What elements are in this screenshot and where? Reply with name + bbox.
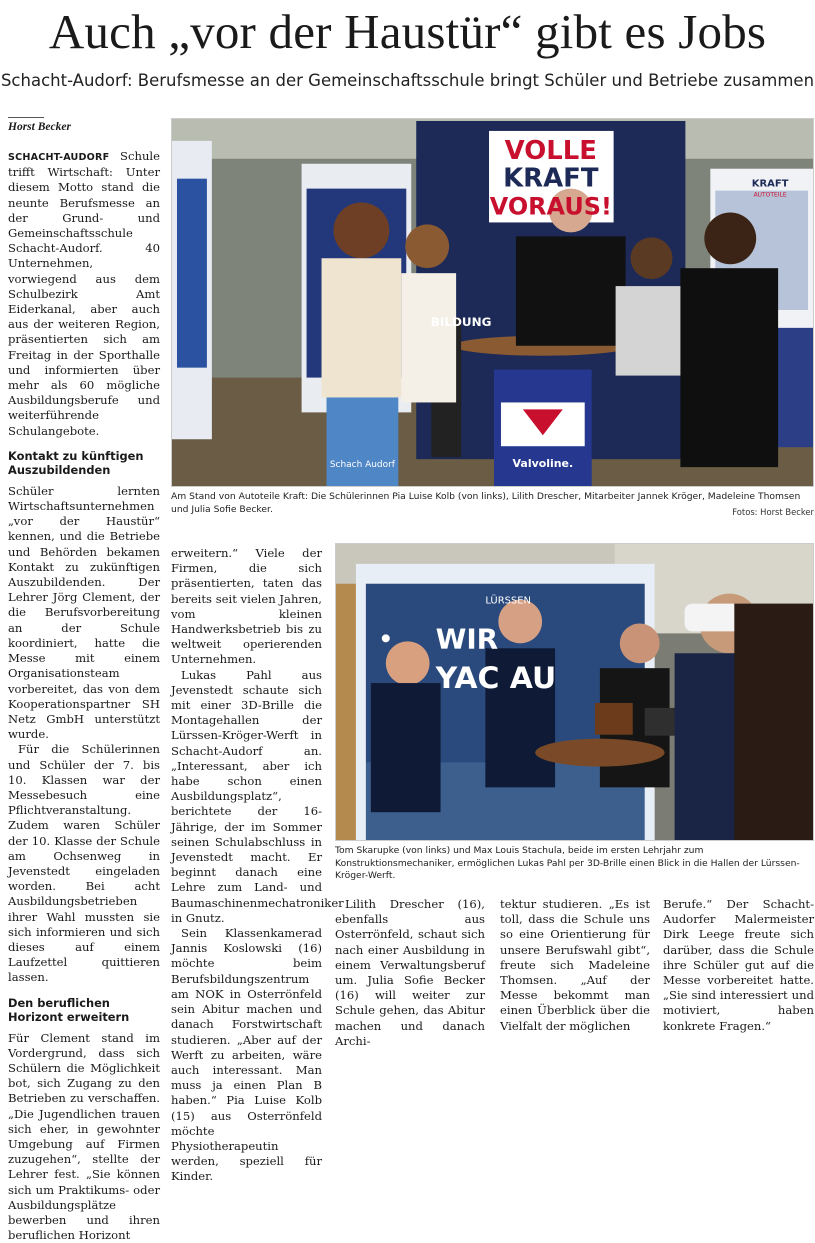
article-column-2: [171, 546, 344, 1185]
photo-autoteile-kraft-stand: [171, 118, 814, 487]
dateline: SCHACHT-AUDORF: [8, 152, 110, 163]
photo-luerssen-3d-glasses: [335, 543, 814, 841]
article-column-1: [8, 149, 160, 1243]
sign-autoteile: AUTOTEILE: [753, 191, 787, 199]
column-2-paragraph-2: Lukas Pahl aus Jevenstedt schaute sich mit einer 3D-Brille die Montagehallen der Lürssen-Kröger-Werft in Schacht-Audorf an. „Interessant, aber ich habe schon einen Ausbildungsplatz“, berichtete der 16-Jährige, der im Sommer seinen Schulabschluss in Jevenstedt macht. Er beginnt danach eine Lehre zum Land- und Baumaschinenmechatroniker in Gnutz.: [171, 667, 344, 925]
column-1-paragraph-3: Für die Schülerinnen und Schüler der 7. bis 10. Klassen war der Messebesuch eine Pflichtveranstaltung. Zudem waren Schüler der 10. Klasse der Schule am Ochsenweg in Jevenstedt eingeladen worden. Bei acht Ausbildungsbetrieben ihrer Wahl mussten sie sich informieren und sich dieses auf einem Laufzettel quittieren lassen.: [8, 742, 160, 985]
column-2-paragraph-3: Sein Klassenkamerad Jannis Koslowski (16) möchte beim Berufsbildungszentrum am NOK in Osterrönfeld sein Abitur machen und danach Forstwirtschaft studieren. „Aber auf der Werft zu arbeiten, wäre auch interessant. Man muss ja einen Plan B haben.“ Pia Luise Kolb (15) aus Osterrönfeld möchte Physiotherapeutin werden, speziell für Kinder.: [171, 926, 322, 1184]
article-column-5: [663, 897, 814, 1034]
table-brand-text: Valvoline.: [512, 457, 574, 471]
banner-luerssen: LÜRSSEN: [485, 595, 531, 607]
author-byline: Horst Becker: [8, 121, 71, 133]
column-3-paragraph-1: Lilith Drescher (16), ebenfalls aus Osterrönfeld, schaut sich nach einer Ausbildung in einem Verwaltungsberuf um. Julia Sofie Becker (16) will weiter zur Schule gehen, das Abitur machen und danach Archi-: [335, 897, 485, 1048]
banner-wir: WIR: [435, 622, 499, 656]
subheading-horizon: Den beruflichen Horizont erweitern: [8, 995, 130, 1025]
column-2-paragraph-1: erweitern.“ Viele der Firmen, die sich präsentierten, taten das bereits seit vielen Jahren, vom kleinen Handwerksbetrieb bis zu weltweit operierenden Unternehmen.: [171, 546, 322, 667]
headline: Auch „vor der Haustür“ gibt es Jobs: [48, 4, 767, 59]
subheading-contact: Kontakt zu künftigen Auszubildenden: [8, 448, 144, 478]
article-column-3: [335, 897, 485, 1049]
column-1-paragraph-4: Für Clement stand im Vordergrund, dass sich Schülern die Möglichkeit bot, sich Zugang zu den Betrieben zu verschaffen. „Die Jugendlichen trauen sich eher, in gewohnter Umgebung auf Firmen zuzugehen“, stellte der Lehrer fest. „Sie können sich um Praktikums- oder Ausbildungsplätze bewerben und ihren beruflichen Horizont: [8, 1030, 160, 1243]
banner-yachtbau: YAC AU: [435, 661, 557, 697]
column-5-paragraph-1: Berufe.“ Der Schacht-Audorfer Malermeister Dirk Leege freute sich darüber, dass die Schule ihre Schüler gut auf die Messe vorbereitet hatte. „Sie sind interessiert und motiviert, haben konkrete Fragen.“: [663, 897, 814, 1033]
banner-bildung-text: BILDUNG: [430, 314, 492, 329]
banner-line-volle: VOLLE: [504, 135, 597, 166]
photo-credit: Fotos: Horst Becker: [732, 507, 814, 517]
column-1-paragraph-1: SCHACHT-AUDORF Schule trifft Wirtschaft: Unter diesem Motto stand die neunte Berufsmesse an der Grund- und Gemeinschaftsschule Schacht-Audorf. 40 Unternehmen, vorwiegend aus dem Schulbezirk Amt Eiderkanal, aber auch aus der weiteren Region, präsentierten sich am Freitag in der Sporthalle und informierten über mehr als 60 mögliche Ausbildungsberufe und weiterführende Schulangebote.: [8, 149, 160, 438]
photo-2-caption: Tom Skarupke (von links) und Max Louis Stachula, beide im ersten Lehrjahr zum Konstruktionsmechaniker, ermöglichen Lukas Pahl per 3D-Brille einen Blick in die Hallen der Lürssen-Kröger-Werft.: [335, 845, 800, 882]
article-column-4: [500, 897, 650, 1034]
sign-kraft: KRAFT: [751, 178, 789, 190]
bag-text: Schach Audorf: [329, 460, 395, 471]
author-rule: [8, 117, 44, 118]
subheadline: Schacht-Audorf: Berufsmesse an der Gemeinschaftsschule bringt Schüler und Betriebe zusammen: [0, 71, 815, 90]
banner-line-voraus: VORAUS!: [489, 192, 612, 221]
banner-line-kraft: KRAFT: [503, 163, 599, 194]
photo-1-caption: Am Stand von Autoteile Kraft: Die Schülerinnen Pia Luise Kolb (von links), Lilith Drescher, Mitarbeiter Jannek Kröger, Madeleine Thomsen und Julia Sofie Becker.: [171, 491, 801, 515]
column-1-paragraph-2: Schüler lernten Wirtschaftsunternehmen „vor der Haustür“ kennen, und die Betriebe und Behörden bekamen Kontakt zu zukünftigen Auszubildenden. Der Lehrer Jörg Clement, der die Berufsvorbereitung an der Schule koordiniert, hatte die Messe mit einem Organisationsteam vorbereitet, das von dem Kooperationspartner SH Netz GmbH unterstützt wurde.: [8, 483, 160, 742]
column-4-paragraph-1: tektur studieren. „Es ist toll, dass die Schule uns so eine Orientierung für unsere Berufswahl gibt“, freute sich Madeleine Thomsen. „Auf der Messe bekommt man einen Überblick über die Vielfalt der möglichen: [500, 897, 650, 1033]
